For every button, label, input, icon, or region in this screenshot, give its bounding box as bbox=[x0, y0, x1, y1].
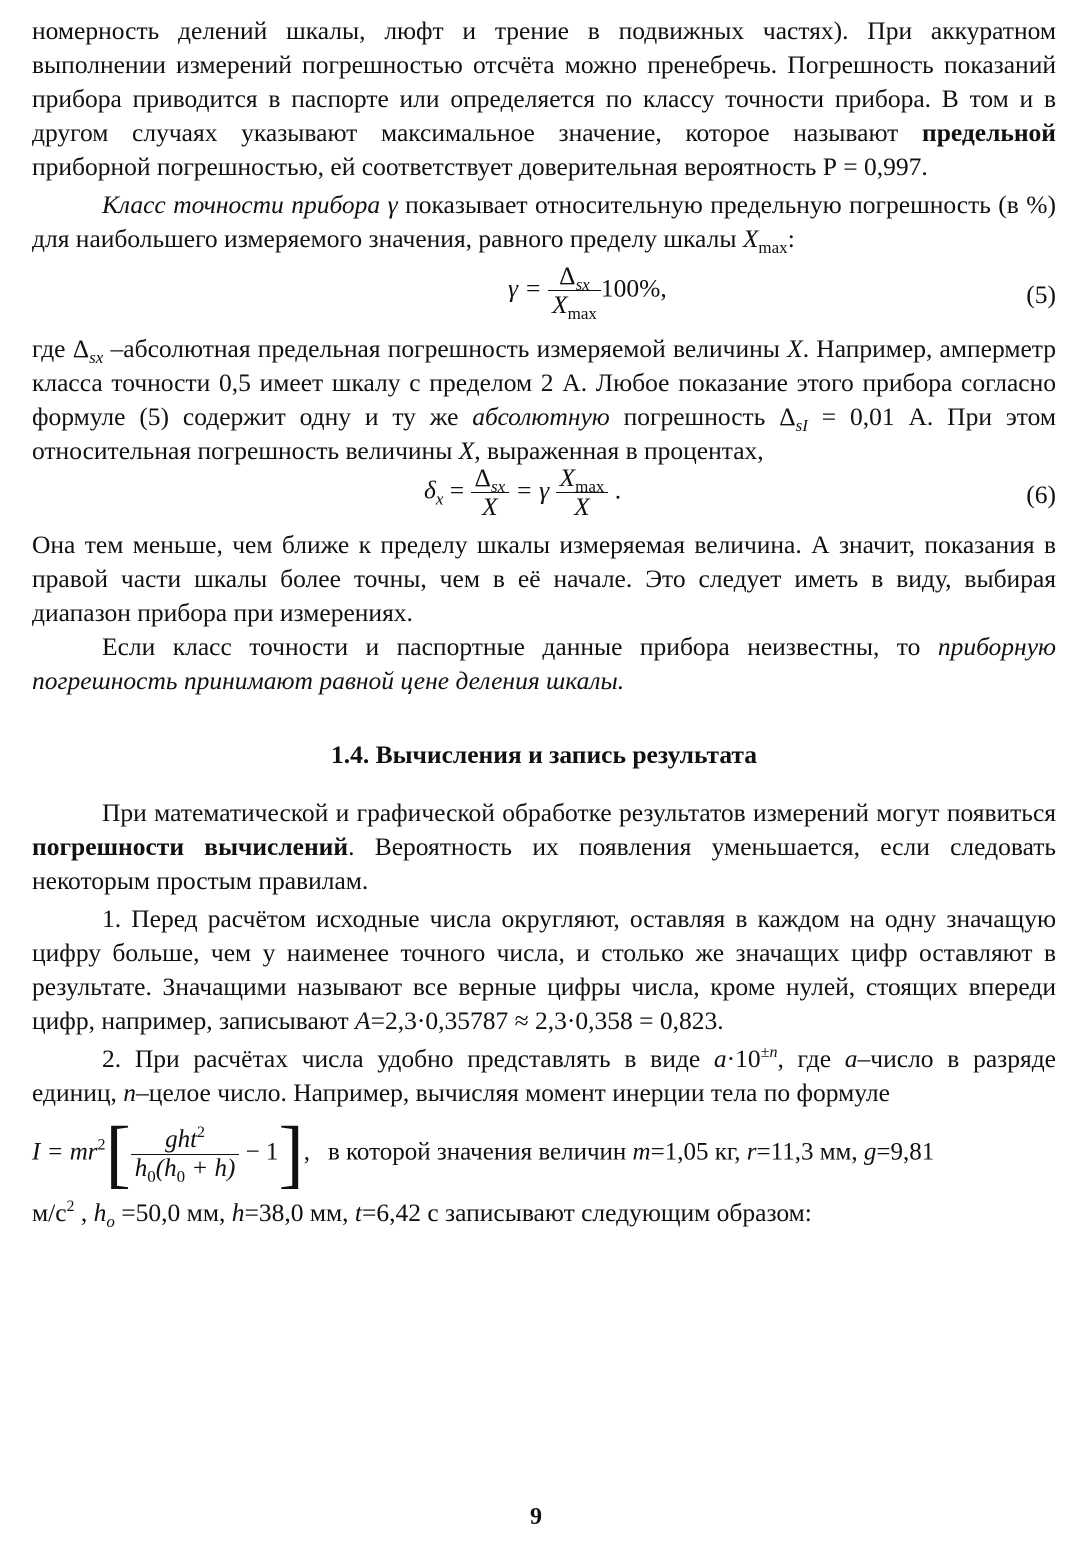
page-content bbox=[32, 14, 1056, 1230]
equation-number-6: (6) bbox=[1026, 480, 1056, 509]
paragraph-calc-errors: При математической и графической обработке результатов измерений могут появиться погрешности вычислений. Вероятность их появления уменьшается, если следовать некоторым простым правилам. bbox=[32, 798, 1056, 895]
paragraph-absolute-error: где $\Delta_{sx}$ –абсолютная предельная погрешность измеряемой величины X. Например, амперметр класса точности 0,5 имеет шкалу с пределом 2 А. Любое показание этого прибора согласно формуле (5) содержит одну и ту же абсолютную погрешность $\Delta_{sI} = 0,01$ А. При этом относительная погрешность величины X, выраженная в процентах, bbox=[32, 334, 1056, 465]
paragraph-closer-to-limit: Она тем меньше, чем ближе к пределу шкалы измеряемая величина. А значит, показания в правой части шкалы более точны, чем в её начале. Это следует иметь в виду, выбирая диапазон прибора при измерениях. bbox=[32, 530, 1056, 627]
paragraph-accuracy-class: Класс точности прибора γ показывает относительную предельную погрешность (в %) для наибольшего измеряемого значения, равного пределу шкалы $X_{max}$: bbox=[32, 190, 1056, 257]
equation-inertia: $I = mr^2$[ $\frac{ght^2}{h_0(h_0 + h)}$ − 1], bbox=[32, 1112, 310, 1196]
inertia-formula-line: $I = mr^2$[ $\frac{ght^2}{h_0(h_0 + h)}$ − 1], в которой значения величин m=1,05 кг, r=11,3 мм, g=9,81 bbox=[32, 1112, 935, 1196]
rule-2: 2. При расчётах числа удобно представлять в виде $a\cdot 10^{\pm n}$, где a–число в разряде единиц, n–целое число. Например, вычисляя момент инерции тела по формуле bbox=[32, 1044, 1057, 1107]
rule-1: 1. Перед расчётом исходные числа округляют, оставляя в каждом на одну значащую цифру больше, чем у наименее точного числа, и столько же значащих цифр оставляют в результате. Значащими называют все верные цифры числа, кроме нулей, стоящих впереди цифр, например, записывают A=2,3·0,35787 ≈ 2,3·0,358 = 0,823. bbox=[32, 904, 1056, 1035]
equation-number-5: (5) bbox=[1026, 280, 1056, 309]
paragraph-values: $м/с^2$ , $h_o =50,0$ мм, h=38,0 мм, t=6,42 с записывают следующим образом: bbox=[32, 1198, 812, 1231]
equation-5: γ = $\frac{\Delta_{sx}}{X_{max}}$ 100%, (5) bbox=[508, 261, 1056, 323]
page-number: 9 bbox=[530, 1504, 542, 1530]
paragraph-1: номерность делений шкалы, люфт и трение в подвижных частях). При аккуратном выполнении измерений погрешностью отсчёта можно пренебречь. Погрешность показаний прибора приводится в паспорте или определяется по классу точности прибора. В том и в другом случаях указывают максимальное значение, которое называют предельной приборной погрешностью, ей соответствует доверительная вероятность Р = 0,997. bbox=[32, 16, 1056, 181]
equation-6: $\delta_x$ = $\frac{\Delta_{sx}}{X}$ = γ $\frac{X_{max}}{X}$ . (6) bbox=[424, 463, 1056, 521]
section-heading: 1.4. Вычисления и запись результата bbox=[330, 740, 758, 769]
paragraph-unknown-class: Если класс точности и паспортные данные прибора неизвестны, то приборную погрешность принимают равной цене деления шкалы. bbox=[32, 632, 1056, 695]
